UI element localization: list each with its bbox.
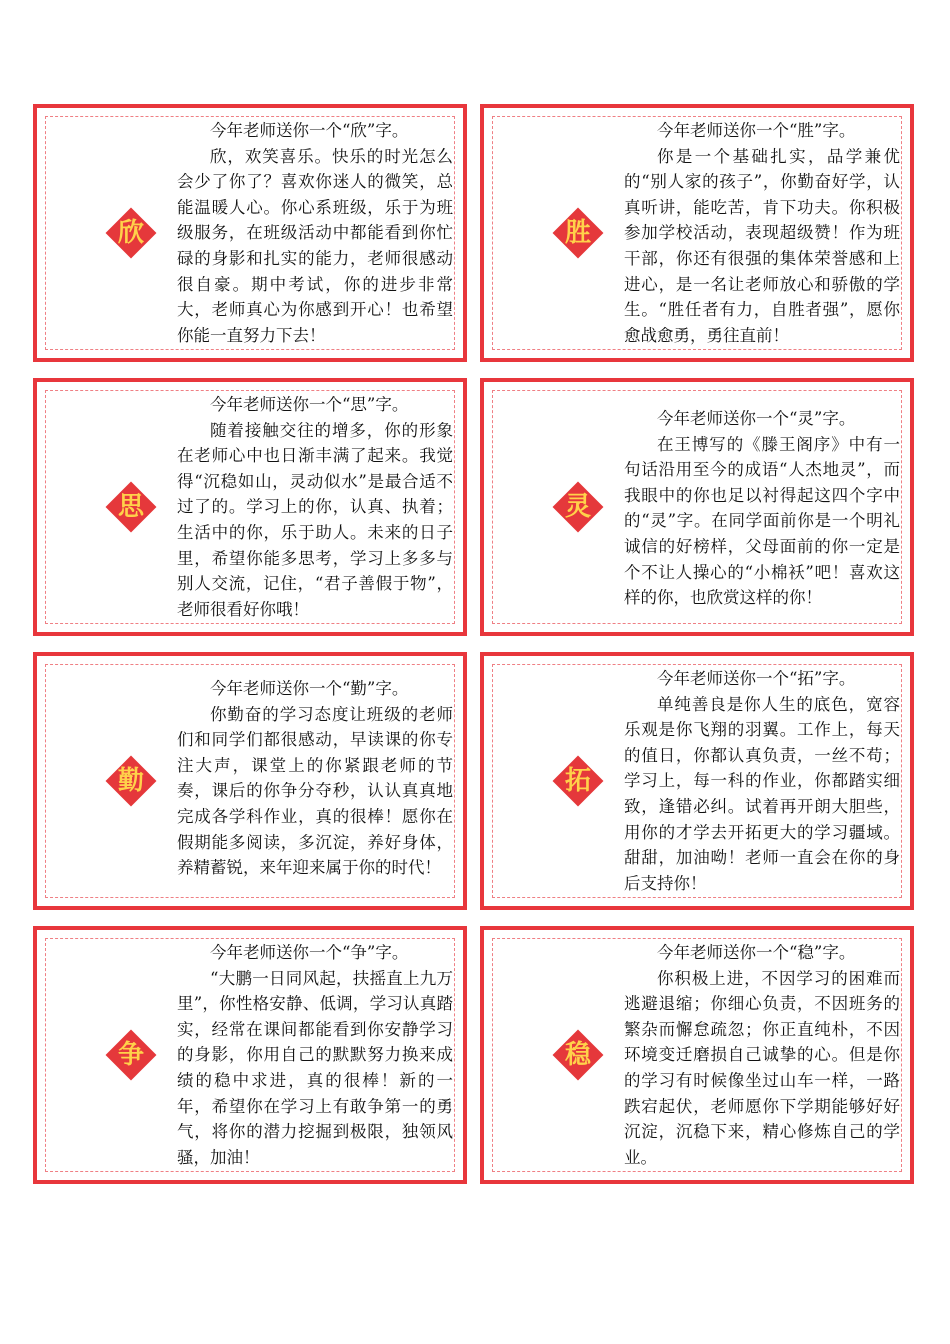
card-body: 欣，欢笑喜乐。快乐的时光怎么会少了你了？喜欢你迷人的微笑，总能温暖人心。你心系班级，乐于为班级服务，在班级活动中都能看到你忙碌的身影和扎实的能力，老师很感动很自豪。期中考试，你的进步非常大，老师真心为你感到开心！也希望你能一直努力下去！: [177, 146, 453, 345]
badge-char: 灵: [564, 492, 591, 522]
card-text: [177, 392, 453, 622]
badge-si: [107, 483, 155, 531]
badge-qin: [107, 757, 155, 805]
badge-wen: [554, 1031, 602, 1079]
badge-char: 思: [117, 492, 144, 522]
card-text: [177, 940, 453, 1170]
card-body: 你是一个基础扎实，品学兼优的“别人家的孩子”，你勤奋好学，认真听讲，能吃苦，肯下功夫。你积极参加学校活动，表现超级赞！作为班干部，你还有很强的集体荣誉感和上进心，是一名让老师放心和骄傲的学生。“胜任者有力，自胜者强”，愿你愈战愈勇，勇往直前！: [624, 146, 900, 345]
card-title: 今年老师送你一个“欣”字。: [210, 121, 409, 140]
badge-char: 稳: [564, 1040, 591, 1070]
card-body: 你积极上进，不因学习的困难而逃避退缩；你细心负责，不因班务的繁杂而懈怠疏忽；你正直纯朴，不因环境变迁磨损自己诚挚的心。但是你的学习有时候像坐过山车一样，一路跌宕起伏，老师愿你下学期能够好好沉淀，沉稳下来，精心修炼自己的学业。: [624, 968, 900, 1167]
card-text: [624, 406, 900, 611]
badge-char: 胜: [564, 218, 591, 248]
card-body: “大鹏一日同风起，扶摇直上九万里”，你性格安静、低调，学习认真踏实，经常在课间都能看到你安静学习的身影，你用自己的默默努力换来成绩的稳中求进，真的很棒！新的一年，希望你在学习上有敢争第一的勇气，将你的潜力挖掘到极限，独领风骚，加油！: [177, 968, 453, 1167]
badge-zheng: [107, 1031, 155, 1079]
badge-xin: [107, 209, 155, 257]
card-text: [624, 940, 900, 1170]
card-sheng: [480, 104, 914, 362]
card-text: [624, 666, 900, 896]
badge-char: 争: [117, 1040, 144, 1070]
card-title: 今年老师送你一个“勤”字。: [210, 679, 409, 698]
badge-char: 勤: [117, 766, 144, 796]
card-text: [177, 118, 453, 354]
badge-tuo: [554, 757, 602, 805]
card-si: [33, 378, 467, 636]
card-tuo: [480, 652, 914, 910]
card-body: 在王博写的《滕王阁序》中有一句话沿用至今的成语“人杰地灵”，而我眼中的你也足以衬得起这四个字中的“灵”字。在同学面前你是一个明礼诚信的好榜样，父母面前的你一定是个不让人操心的“小棉袄”吧！喜欢这样的你，也欣赏这样的你！: [624, 434, 900, 608]
card-body: 单纯善良是你人生的底色，宽容乐观是你飞翔的羽翼。工作上，每天的值日，你都认真负责，一丝不苟；学习上，每一科的作业，你都踏实细致，逢错必纠。试着再开朗大胆些，用你的才学去开拓更大的学习疆域。甜甜，加油呦！老师一直会在你的身后支持你！: [624, 694, 900, 893]
card-qin: [33, 652, 467, 910]
card-title: 今年老师送你一个“灵”字。: [657, 409, 856, 428]
card-title: 今年老师送你一个“稳”字。: [657, 943, 856, 962]
card-text: [624, 118, 900, 350]
badge-sheng: [554, 209, 602, 257]
card-body: 你勤奋的学习态度让班级的老师们和同学们都很感动，早读课的你专注大声，课堂上的你紧跟老师的节奏，课后的你争分夺秒，认认真真地完成各学科作业，真的很棒！愿你在假期能多阅读，多沉淀，养好身体，养精蓄锐，来年迎来属于你的时代！: [177, 704, 453, 878]
card-zheng: [33, 926, 467, 1184]
card-text: [177, 676, 453, 881]
card-title: 今年老师送你一个“思”字。: [210, 395, 409, 414]
badge-char: 拓: [564, 766, 591, 796]
card-xin: [33, 104, 467, 362]
card-body: 随着接触交往的增多，你的形象在老师心中也日渐丰满了起来。我觉得“沉稳如山，灵动似水”是最合适不过了的。学习上的你，认真、执着；生活中的你，乐于助人。未来的日子里，希望你能多思考，学习上多多与别人交流，记住，“君子善假于物”，老师很看好你哦！: [177, 420, 453, 619]
card-ling: [480, 378, 914, 636]
badge-char: 欣: [117, 218, 144, 248]
card-title: 今年老师送你一个“拓”字。: [657, 669, 856, 688]
card-title: 今年老师送你一个“胜”字。: [657, 121, 856, 140]
badge-ling: [554, 483, 602, 531]
card-wen: [480, 926, 914, 1184]
card-title: 今年老师送你一个“争”字。: [210, 943, 409, 962]
